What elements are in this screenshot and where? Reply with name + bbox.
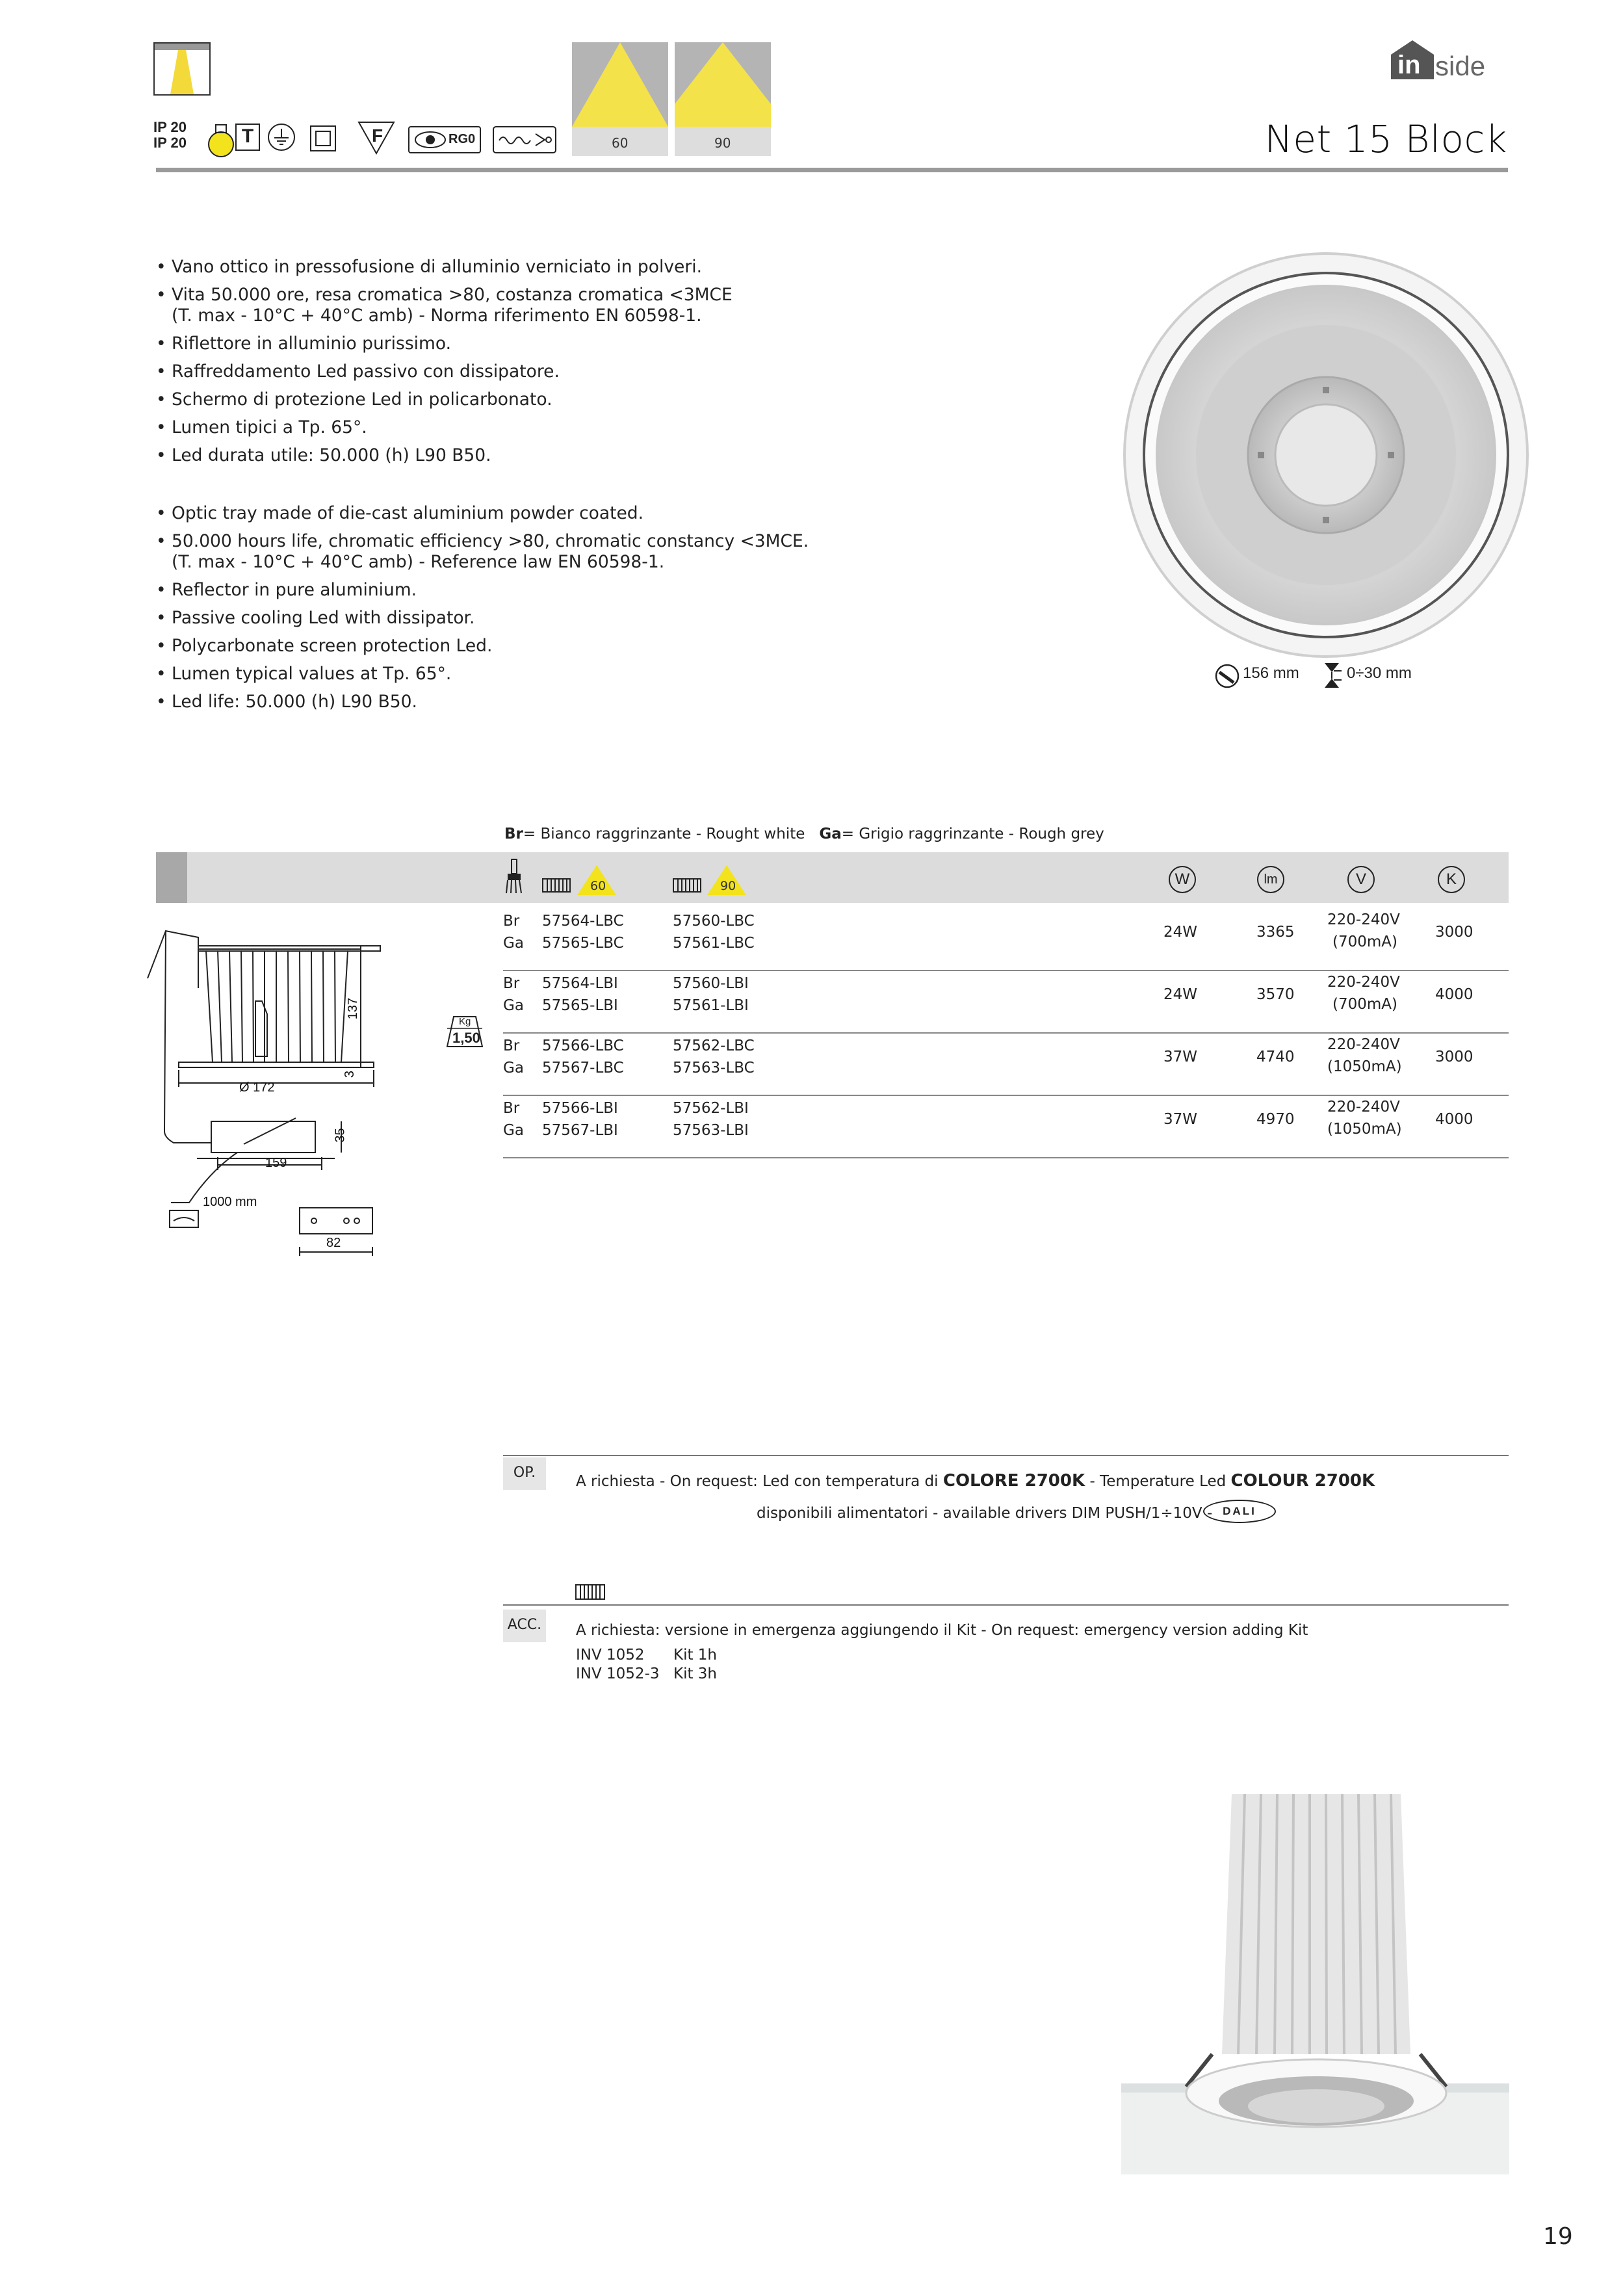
bullet: • Passive cooling Led with dissipator. bbox=[156, 608, 475, 628]
accessory-tag: ACC. bbox=[503, 1610, 546, 1642]
class-ii-icon bbox=[309, 125, 337, 152]
bullet: • Polycarbonate screen protection Led. bbox=[156, 636, 493, 656]
bullet: • Reflector in pure aluminium. bbox=[156, 580, 417, 600]
ground-icon bbox=[266, 122, 296, 152]
ceiling-thickness-label: 0÷30 mm bbox=[1347, 664, 1412, 682]
ip-rating: IP 20 IP 20 bbox=[153, 119, 187, 151]
option-line-2: disponibili alimentatori - available drivers DIM PUSH/1÷10V - bbox=[757, 1505, 1213, 1522]
weight-unit: Kg bbox=[459, 1016, 471, 1027]
kit-name: Kit 1h bbox=[673, 1647, 718, 1663]
dim-rim: 3 bbox=[343, 1070, 357, 1078]
dim-diameter: Ø 172 bbox=[239, 1080, 275, 1095]
bullet: • Schermo di protezione Led in policarbonato. bbox=[156, 389, 552, 410]
option-line-1: A richiesta - On request: Led con temperatura di COLORE 2700K - Temperature Led COLOUR 2700K bbox=[576, 1471, 1375, 1491]
led-module-icon bbox=[673, 878, 701, 893]
ceiling-thickness-icon bbox=[1322, 662, 1342, 689]
cutout-hole-icon bbox=[1214, 663, 1240, 689]
bullet: • Led durata utile: 50.000 (h) L90 B50. bbox=[156, 445, 491, 465]
dim-cable-length: 1000 mm bbox=[203, 1195, 257, 1209]
bullet: • Optic tray made of die-cast aluminium powder coated. bbox=[156, 503, 644, 523]
bullet-continuation: (T. max - 10°C + 40°C amb) - Reference law EN 60598-1. bbox=[172, 552, 665, 572]
bullet: • Vano ottico in pressofusione di alluminio verniciato in polveri. bbox=[156, 257, 702, 277]
recessed-mount-icon bbox=[153, 42, 211, 96]
description-italian bbox=[156, 253, 733, 469]
option-tag: OP. bbox=[503, 1457, 546, 1490]
options-divider bbox=[503, 1455, 1509, 1456]
weight-value: 1,50 bbox=[452, 1030, 480, 1046]
description-english bbox=[156, 499, 809, 716]
beam-90-col-label: 90 bbox=[720, 879, 736, 893]
product-title: Net 15 Block bbox=[1264, 117, 1507, 161]
led-module-icon bbox=[575, 1584, 605, 1600]
led-module-icon bbox=[542, 878, 571, 893]
bullet: • Riflettore in alluminio purissimo. bbox=[156, 333, 452, 354]
volt-header-icon: V bbox=[1347, 866, 1375, 893]
finish-legend: Br= Bianco raggrinzante - Rought white Ga= Grigio raggrinzante - Rough grey bbox=[504, 826, 1104, 842]
kit-name: Kit 3h bbox=[673, 1665, 718, 1682]
bullet-continuation: (T. max - 10°C + 40°C amb) - Norma riferimento EN 60598-1. bbox=[172, 306, 702, 326]
header-divider bbox=[156, 168, 1508, 172]
finish-brush-icon bbox=[505, 858, 523, 894]
photobiological-risk-icon bbox=[408, 126, 481, 153]
beam-60-label: 60 bbox=[612, 135, 629, 151]
bullet: • Raffreddamento Led passivo con dissipatore. bbox=[156, 361, 560, 382]
dimmable-icon bbox=[493, 126, 556, 153]
f-mark-label: F bbox=[372, 125, 383, 146]
t-mark-icon: T bbox=[235, 124, 260, 151]
table-row: Br Ga 57564-LBI 57565-LBI 57560-LBI 57561-LBI 24W 3570 220-240V (700mA) 4000 bbox=[503, 970, 1509, 1034]
kit-code: INV 1052 bbox=[576, 1647, 645, 1663]
bullet: • Vita 50.000 ore, resa cromatica >80, costanza cromatica <3MCE bbox=[156, 285, 733, 305]
product-photo-installed bbox=[1121, 1768, 1509, 2174]
lamp-bulb-icon bbox=[207, 122, 235, 159]
dim-driver-length: 159 bbox=[265, 1156, 287, 1170]
weight-badge bbox=[446, 1015, 484, 1048]
bullet: • Led life: 50.000 (h) L90 B50. bbox=[156, 692, 417, 712]
product-photo-front bbox=[1121, 250, 1531, 660]
bullet: • Lumen typical values at Tp. 65°. bbox=[156, 664, 452, 684]
bullet: • 50.000 hours life, chromatic efficiency >80, chromatic constancy <3MCE. bbox=[156, 531, 809, 551]
table-header bbox=[156, 852, 1509, 903]
beam-60-col-label: 60 bbox=[590, 879, 606, 893]
table-row: Br Ga 57566-LBI 57567-LBI 57562-LBI 57563-LBI 37W 4970 220-240V (1050mA) 4000 bbox=[503, 1095, 1509, 1158]
rg-label: RG0 bbox=[448, 132, 476, 146]
kelvin-header-icon: K bbox=[1438, 866, 1465, 893]
dali-logo: DALI bbox=[1203, 1500, 1276, 1523]
dim-connector-width: 82 bbox=[326, 1236, 341, 1250]
f-mark-icon bbox=[357, 121, 395, 155]
dim-driver-height: 35 bbox=[333, 1128, 348, 1143]
table-row: Br Ga 57566-LBC 57567-LBC 57562-LBC 57563-LBC 37W 4740 220-240V (1050mA) 3000 bbox=[503, 1032, 1509, 1096]
dim-height: 137 bbox=[346, 997, 361, 1020]
table-row: Br Ga 57564-LBC 57565-LBC 57560-LBC 57561-LBC 24W 3365 220-240V (700mA) 3000 bbox=[503, 907, 1509, 971]
accessory-line: A richiesta: versione in emergenza aggiungendo il Kit - On request: emergency version adding Kit bbox=[576, 1622, 1308, 1639]
accessories-divider bbox=[503, 1604, 1509, 1606]
beam-90-label: 90 bbox=[714, 135, 731, 151]
kit-code: INV 1052-3 bbox=[576, 1665, 660, 1682]
watt-header-icon: W bbox=[1169, 866, 1196, 893]
table-header-accent bbox=[156, 852, 187, 903]
bullet: • Lumen tipici a Tp. 65°. bbox=[156, 417, 367, 437]
cutout-hole-label: 156 mm bbox=[1243, 664, 1299, 682]
page-number: 19 bbox=[1543, 2223, 1573, 2250]
lumen-header-icon: lm bbox=[1257, 866, 1284, 893]
